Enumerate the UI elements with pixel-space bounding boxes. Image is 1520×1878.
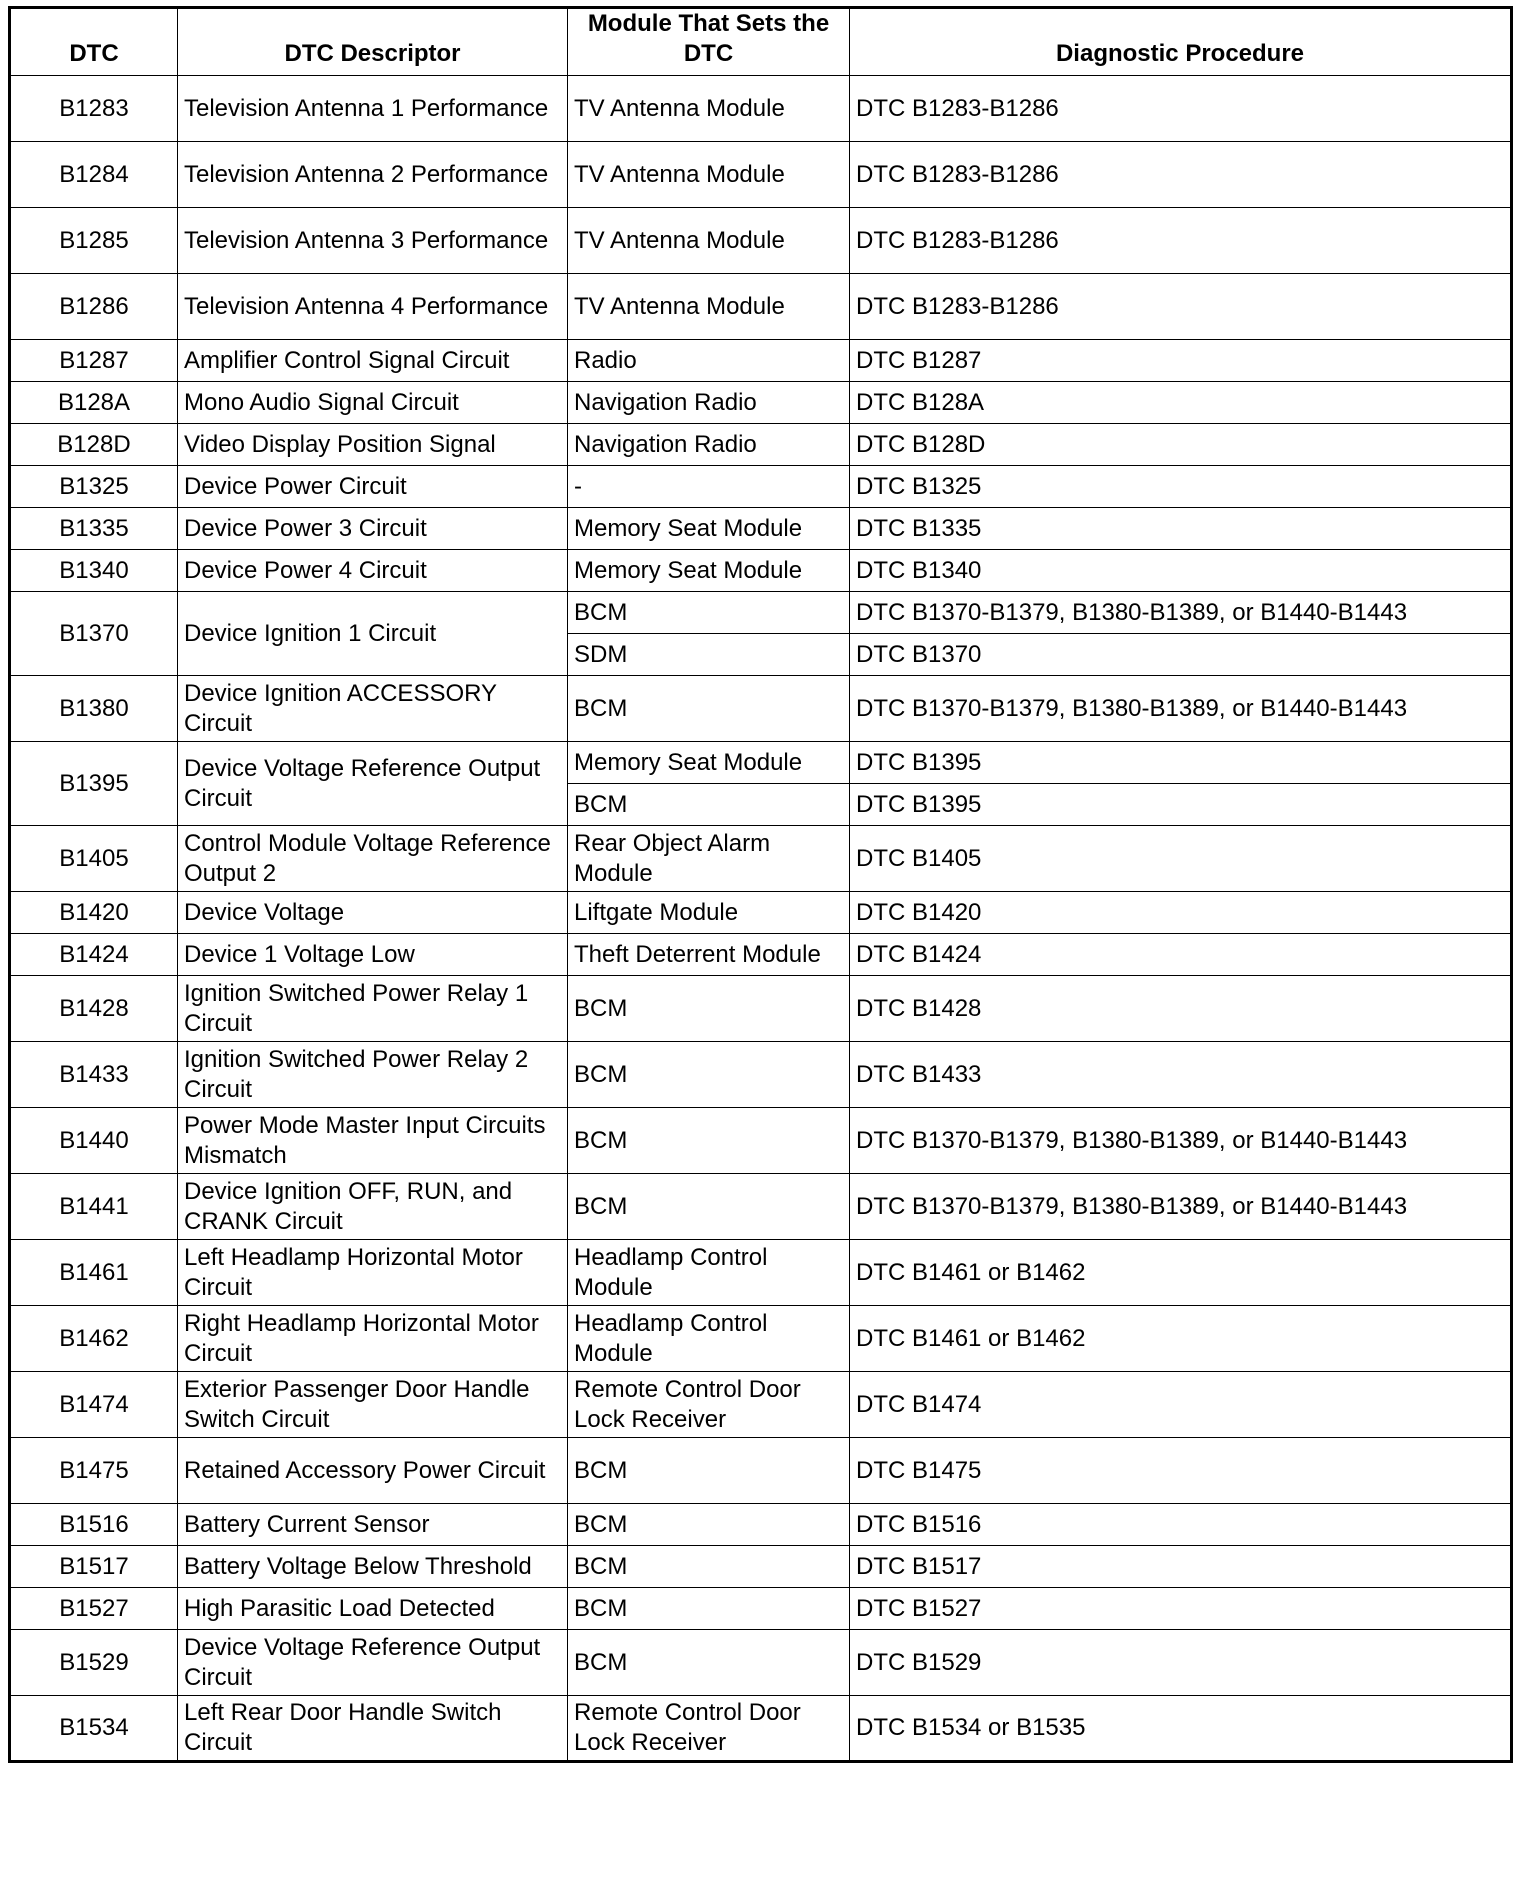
cell-procedure: DTC B1340 [850,550,1512,592]
table-row [10,1504,1512,1546]
cell-procedure: DTC B1325 [850,466,1512,508]
cell-procedure: DTC B1370-B1379, B1380-B1389, or B1440-B1443 [850,1108,1512,1174]
cell-module: BCM [568,784,850,826]
cell-descriptor: Device Ignition ACCESSORY Circuit [178,676,568,742]
cell-module: SDM [568,634,850,676]
cell-procedure: DTC B1424 [850,934,1512,976]
cell-dtc: B1380 [10,676,178,742]
cell-dtc: B1285 [10,208,178,274]
cell-dtc: B1395 [10,742,178,826]
table-header-row [10,8,1512,76]
cell-dtc: B1283 [10,76,178,142]
cell-procedure: DTC B1283-B1286 [850,274,1512,340]
cell-descriptor: Retained Accessory Power Circuit [178,1438,568,1504]
cell-procedure: DTC B1370-B1379, B1380-B1389, or B1440-B1443 [850,592,1512,634]
cell-dtc: B128D [10,424,178,466]
cell-dtc: B1527 [10,1588,178,1630]
dtc-table [8,6,1513,1763]
cell-module: Remote Control Door Lock Receiver [568,1372,850,1438]
dtc-table-container [8,6,1510,1763]
cell-procedure: DTC B1395 [850,784,1512,826]
cell-procedure: DTC B1517 [850,1546,1512,1588]
cell-dtc: B1462 [10,1306,178,1372]
cell-module: Headlamp Control Module [568,1240,850,1306]
table-row [10,208,1512,274]
cell-descriptor: Device Ignition OFF, RUN, and CRANK Circuit [178,1174,568,1240]
cell-procedure: DTC B1516 [850,1504,1512,1546]
table-row [10,976,1512,1042]
cell-module: Remote Control Door Lock Receiver [568,1696,850,1762]
cell-procedure: DTC B1405 [850,826,1512,892]
cell-procedure: DTC B1534 or B1535 [850,1696,1512,1762]
cell-dtc: B1440 [10,1108,178,1174]
cell-dtc: B1461 [10,1240,178,1306]
cell-descriptor: Television Antenna 1 Performance [178,76,568,142]
table-body [10,76,1512,1762]
cell-descriptor: Device Voltage Reference Output Circuit [178,742,568,826]
table-row [10,1438,1512,1504]
cell-dtc: B1405 [10,826,178,892]
cell-dtc: B1428 [10,976,178,1042]
table-row [10,382,1512,424]
cell-module: BCM [568,1546,850,1588]
cell-dtc: B128A [10,382,178,424]
cell-descriptor: Video Display Position Signal [178,424,568,466]
cell-module: BCM [568,1630,850,1696]
cell-procedure: DTC B1474 [850,1372,1512,1438]
cell-procedure: DTC B1475 [850,1438,1512,1504]
cell-dtc: B1441 [10,1174,178,1240]
cell-descriptor: Battery Current Sensor [178,1504,568,1546]
header-procedure: Diagnostic Procedure [850,8,1512,76]
cell-dtc: B1474 [10,1372,178,1438]
cell-module: Theft Deterrent Module [568,934,850,976]
cell-dtc: B1529 [10,1630,178,1696]
cell-module: BCM [568,1108,850,1174]
cell-module: Navigation Radio [568,382,850,424]
cell-dtc: B1340 [10,550,178,592]
table-row [10,508,1512,550]
header-dtc: DTC [10,8,178,76]
table-row [10,76,1512,142]
cell-procedure: DTC B1283-B1286 [850,76,1512,142]
cell-procedure: DTC B1370 [850,634,1512,676]
cell-descriptor: Amplifier Control Signal Circuit [178,340,568,382]
cell-module: Rear Object Alarm Module [568,826,850,892]
cell-dtc: B1534 [10,1696,178,1762]
cell-descriptor: Ignition Switched Power Relay 2 Circuit [178,1042,568,1108]
cell-module: Navigation Radio [568,424,850,466]
table-row [10,1630,1512,1696]
table-row [10,934,1512,976]
table-row [10,1108,1512,1174]
cell-procedure: DTC B128A [850,382,1512,424]
cell-procedure: DTC B1428 [850,976,1512,1042]
table-row [10,1546,1512,1588]
cell-module: BCM [568,1438,850,1504]
table-row [10,142,1512,208]
cell-module: BCM [568,592,850,634]
table-row [10,1588,1512,1630]
cell-descriptor: Device Power 4 Circuit [178,550,568,592]
table-row [10,1696,1512,1762]
cell-module: TV Antenna Module [568,142,850,208]
cell-descriptor: Television Antenna 3 Performance [178,208,568,274]
cell-descriptor: Power Mode Master Input Circuits Mismatch [178,1108,568,1174]
cell-module: Memory Seat Module [568,508,850,550]
table-row [10,742,1512,784]
cell-module: BCM [568,1174,850,1240]
table-row [10,1306,1512,1372]
cell-module: Radio [568,340,850,382]
table-row [10,340,1512,382]
cell-descriptor: Device Ignition 1 Circuit [178,592,568,676]
table-row [10,892,1512,934]
cell-module: Headlamp Control Module [568,1306,850,1372]
header-descriptor: DTC Descriptor [178,8,568,76]
cell-descriptor: Mono Audio Signal Circuit [178,382,568,424]
cell-descriptor: Ignition Switched Power Relay 1 Circuit [178,976,568,1042]
cell-procedure: DTC B1433 [850,1042,1512,1108]
table-row [10,592,1512,634]
cell-procedure: DTC B1527 [850,1588,1512,1630]
cell-procedure: DTC B1420 [850,892,1512,934]
cell-module: TV Antenna Module [568,208,850,274]
cell-procedure: DTC B1461 or B1462 [850,1240,1512,1306]
cell-descriptor: Left Headlamp Horizontal Motor Circuit [178,1240,568,1306]
cell-module: TV Antenna Module [568,76,850,142]
cell-procedure: DTC B1283-B1286 [850,208,1512,274]
cell-procedure: DTC B1335 [850,508,1512,550]
table-row [10,466,1512,508]
cell-procedure: DTC B128D [850,424,1512,466]
cell-procedure: DTC B1283-B1286 [850,142,1512,208]
table-row [10,550,1512,592]
table-row [10,1174,1512,1240]
cell-descriptor: Exterior Passenger Door Handle Switch Circuit [178,1372,568,1438]
cell-descriptor: Left Rear Door Handle Switch Circuit [178,1696,568,1762]
cell-module: BCM [568,1504,850,1546]
cell-dtc: B1433 [10,1042,178,1108]
table-row [10,424,1512,466]
cell-dtc: B1325 [10,466,178,508]
cell-descriptor: Television Antenna 4 Performance [178,274,568,340]
cell-module: Liftgate Module [568,892,850,934]
cell-procedure: DTC B1395 [850,742,1512,784]
cell-module: - [568,466,850,508]
cell-procedure: DTC B1529 [850,1630,1512,1696]
cell-dtc: B1475 [10,1438,178,1504]
table-row [10,274,1512,340]
cell-dtc: B1335 [10,508,178,550]
cell-dtc: B1370 [10,592,178,676]
cell-descriptor: High Parasitic Load Detected [178,1588,568,1630]
cell-descriptor: Control Module Voltage Reference Output 2 [178,826,568,892]
table-row [10,1042,1512,1108]
cell-dtc: B1424 [10,934,178,976]
cell-dtc: B1287 [10,340,178,382]
cell-dtc: B1286 [10,274,178,340]
cell-descriptor: Television Antenna 2 Performance [178,142,568,208]
cell-module: Memory Seat Module [568,742,850,784]
cell-procedure: DTC B1370-B1379, B1380-B1389, or B1440-B1443 [850,676,1512,742]
cell-module: BCM [568,1588,850,1630]
table-row [10,1240,1512,1306]
cell-module: Memory Seat Module [568,550,850,592]
cell-descriptor: Device 1 Voltage Low [178,934,568,976]
cell-descriptor: Device Voltage [178,892,568,934]
cell-descriptor: Device Power 3 Circuit [178,508,568,550]
cell-descriptor: Device Power Circuit [178,466,568,508]
cell-procedure: DTC B1370-B1379, B1380-B1389, or B1440-B1443 [850,1174,1512,1240]
cell-dtc: B1284 [10,142,178,208]
cell-descriptor: Battery Voltage Below Threshold [178,1546,568,1588]
cell-module: TV Antenna Module [568,274,850,340]
cell-module: BCM [568,1042,850,1108]
cell-descriptor: Device Voltage Reference Output Circuit [178,1630,568,1696]
table-row [10,676,1512,742]
cell-dtc: B1516 [10,1504,178,1546]
table-row [10,1372,1512,1438]
table-row [10,826,1512,892]
cell-dtc: B1517 [10,1546,178,1588]
cell-module: BCM [568,676,850,742]
cell-module: BCM [568,976,850,1042]
cell-procedure: DTC B1461 or B1462 [850,1306,1512,1372]
cell-dtc: B1420 [10,892,178,934]
cell-descriptor: Right Headlamp Horizontal Motor Circuit [178,1306,568,1372]
header-module: Module That Sets the DTC [568,8,850,76]
cell-procedure: DTC B1287 [850,340,1512,382]
